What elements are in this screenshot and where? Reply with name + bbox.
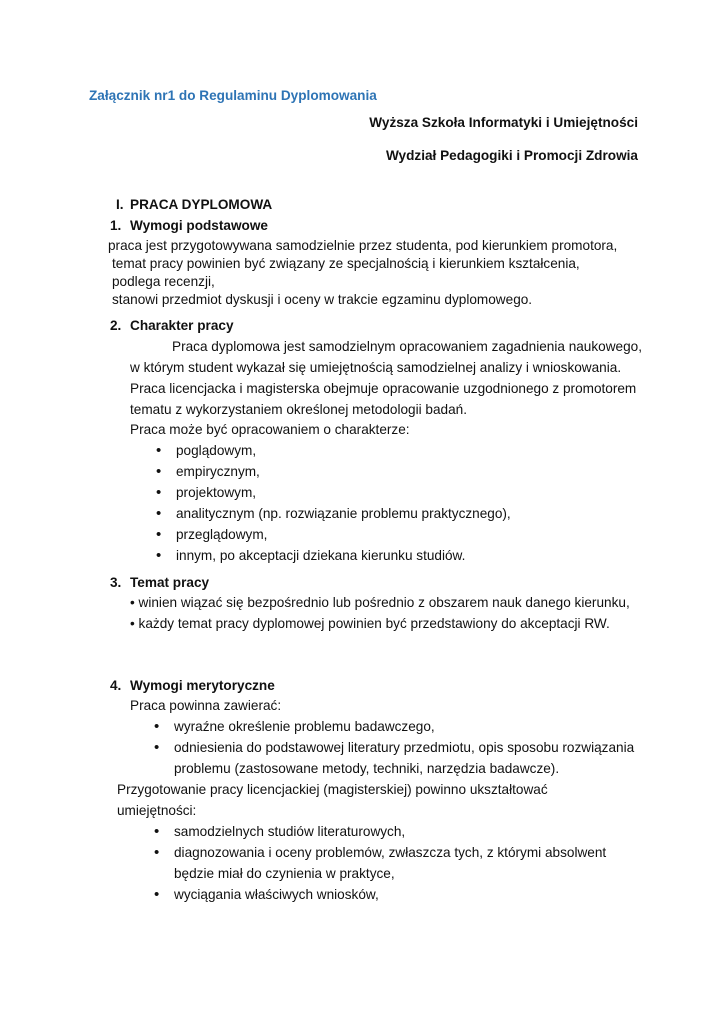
s4-number: 4. [110,678,122,693]
section-numeral: I. [116,197,124,212]
s1-line: podlega recenzji, [112,274,215,289]
s4-bullet-item: • diagnozowania i oceny problemów, zwłaszcza tych, z którymi absolwent [174,844,606,862]
s4-bullet-continuation: będzie miał do czynienia w praktyce, [174,866,395,881]
s2-bullet-item: • przeglądowym, [176,526,267,544]
s3-number: 3. [110,575,122,590]
s2-bullet-item: • analitycznym (np. rozwiązanie problemu praktycznego), [176,505,511,523]
s4-bullet-item: • wyciągania właściwych wniosków, [174,886,379,904]
s3-title: Temat pracy [130,575,210,590]
s4-bullet-item: • odniesienia do podstawowej literatury przedmiotu, opis sposobu rozwiązania [174,739,634,757]
s2-title: Charakter pracy [130,318,234,333]
s2-bullet-item: • innym, po akceptacji dziekana kierunku studiów. [176,547,465,565]
s4-mid-line: umiejętności: [117,803,197,818]
s4-intro: Praca powinna zawierać: [130,698,282,713]
s2-line: tematu z wykorzystaniem określonej metodologii badań. [130,402,467,417]
s2-number: 2. [110,318,122,333]
s2-line: Praca może być opracowaniem o charakterze: [130,422,410,437]
s2-line: w którym student wykazał się umiejętnością samodzielnej analizy i wnioskowania. [130,360,622,375]
annex-title: Załącznik nr1 do Regulaminu Dyplomowania [89,88,377,103]
s4-mid-line: Przygotowanie pracy licencjackiej (magisterskiej) powinno ukształtować [117,782,548,797]
s2-line: Praca dyplomowa jest samodzielnym opracowaniem zagadnienia naukowego, [172,339,642,354]
s4-title: Wymogi merytoryczne [130,678,275,693]
s1-number: 1. [110,218,122,233]
s1-line: temat pracy powinien być związany ze specjalnością i kierunkiem kształcenia, [112,256,580,271]
s2-bullet-item: • empirycznym, [176,463,260,481]
school-name: Wyższa Szkoła Informatyki i Umiejętności [369,115,638,130]
s2-bullet-item: • poglądowym, [176,442,256,460]
s3-line: • winien wiązać się bezpośrednio lub pośrednio z obszarem nauk danego kierunku, [130,595,630,610]
s4-bullet-continuation: problemu (zastosowane metody, techniki, narzędzia badawcze). [174,761,560,776]
s2-line: Praca licencjacka i magisterska obejmuje opracowanie uzgodnionego z promotorem [130,381,637,396]
s1-line: praca jest przygotowywana samodzielnie przez studenta, pod kierunkiem promotora, [108,238,618,253]
s1-line: stanowi przedmiot dyskusji i oceny w trakcie egzaminu dyplomowego. [112,292,533,307]
s4-bullet-item: • samodzielnych studiów literaturowych, [174,823,405,841]
faculty-name: Wydział Pedagogiki i Promocji Zdrowia [385,148,638,163]
s1-title: Wymogi podstawowe [130,218,268,233]
s4-bullet-item: • wyraźne określenie problemu badawczego, [174,718,435,736]
s2-bullet-item: • projektowym, [176,484,256,502]
section-title: PRACA DYPLOMOWA [130,197,273,212]
s3-line: • każdy temat pracy dyplomowej powinien być przedstawiony do akceptacji RW. [130,616,610,631]
